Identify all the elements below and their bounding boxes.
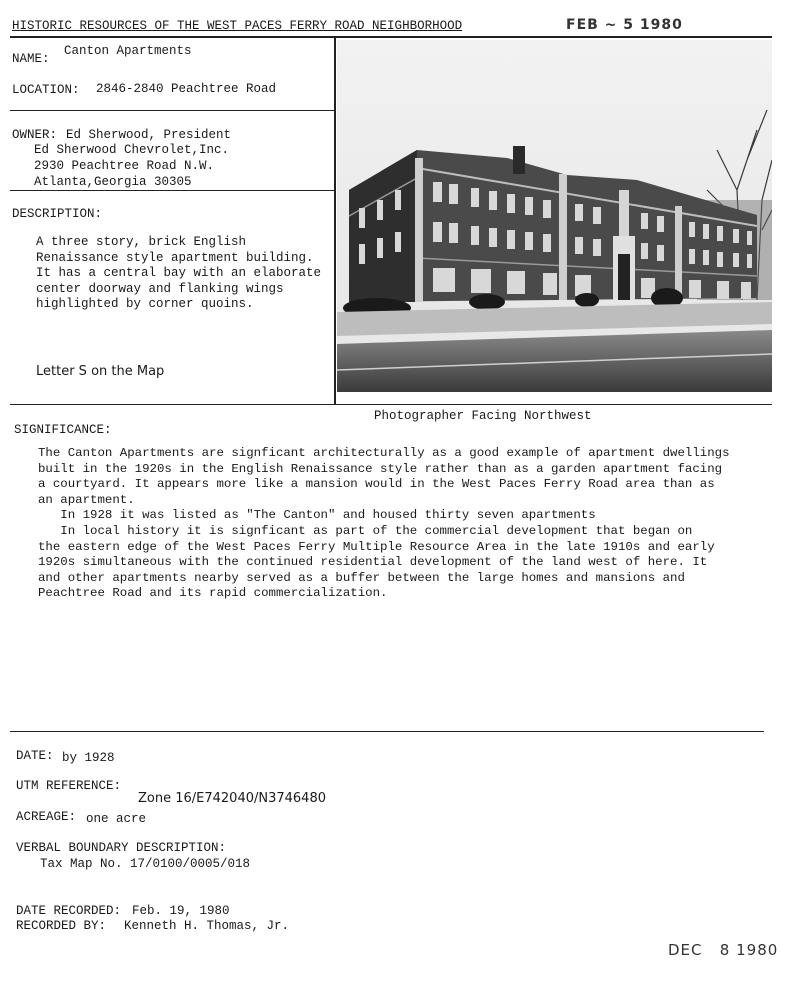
column-divider: [334, 37, 336, 405]
recorded-by-label: RECORDED BY:: [16, 919, 107, 933]
boundary-label: VERBAL BOUNDARY DESCRIPTION:: [16, 841, 227, 855]
location-rule: [10, 110, 334, 111]
significance-label: SIGNIFICANCE:: [14, 423, 112, 437]
date-recorded-label: DATE RECORDED:: [16, 904, 122, 918]
footer-date-stamp: DEC 8 1980: [668, 941, 779, 959]
owner-line-2: Ed Sherwood Chevrolet,Inc.: [34, 143, 230, 157]
significance-text: The Canton Apartments are signficant architecturally as a good example of apartment dwellings built in the 1920s in the English Renaissance style rather than as a garden apartment facing a courtyard. It appears more like a mansion would in the West Paces Ferry Road area than as an apartment. In 1928 it was listed as "The Canton" and housed thirty seven apartments In local history it is signficant as part of the commercial development that began on the eastern edge of the West Paces Ferry Multiple Resource Area in the late 1910s and early 1920s simultaneous with the continued residential development of the land west of here. It and other apartments nearby served as a buffer between the large homes and mansions and Peachtree Road and its rapid commercialization.: [38, 446, 730, 601]
acreage-label: ACREAGE:: [16, 810, 77, 824]
utm-value: Zone 16/E742040/N3746480: [138, 791, 326, 806]
owner-line-1: Ed Sherwood, President: [66, 128, 232, 142]
map-note: Letter S on the Map: [36, 364, 165, 379]
location-value: 2846-2840 Peachtree Road: [96, 82, 277, 96]
owner-line-3: 2930 Peachtree Road N.W.: [34, 159, 215, 173]
utm-label: UTM REFERENCE:: [16, 779, 122, 793]
date-recorded-value: Feb. 19, 1980: [132, 904, 230, 918]
name-label: NAME:: [12, 52, 50, 66]
description-label: DESCRIPTION:: [12, 207, 103, 221]
name-value: Canton Apartments: [64, 44, 192, 58]
owner-rule: [10, 190, 334, 191]
date-label: DATE:: [16, 749, 54, 763]
description-text: A three story, brick English Renaissance style apartment building. It has a central bay with an elaborate center doorway and flanking wings highlighted by corner quoins.: [36, 235, 322, 312]
form-title: HISTORIC RESOURCES OF THE WEST PACES FERRY ROAD NEIGHBORHOOD: [12, 19, 463, 33]
date-value: by 1928: [62, 751, 115, 765]
significance-rule: [10, 731, 764, 732]
owner-line-4: Atlanta,Georgia 30305: [34, 175, 192, 189]
owner-label: OWNER:: [12, 128, 58, 142]
location-label: LOCATION:: [12, 83, 80, 97]
acreage-value: one acre: [86, 812, 147, 826]
photo-caption: Photographer Facing Northwest: [374, 409, 592, 423]
photo-rule: [10, 404, 772, 405]
building-photo: [337, 40, 772, 392]
recorded-by-value: Kenneth H. Thomas, Jr.: [124, 919, 290, 933]
boundary-value: Tax Map No. 17/0100/0005/018: [40, 857, 251, 871]
received-stamp: FEB ~ 5 1980: [566, 17, 683, 33]
header-rule: [10, 36, 772, 38]
